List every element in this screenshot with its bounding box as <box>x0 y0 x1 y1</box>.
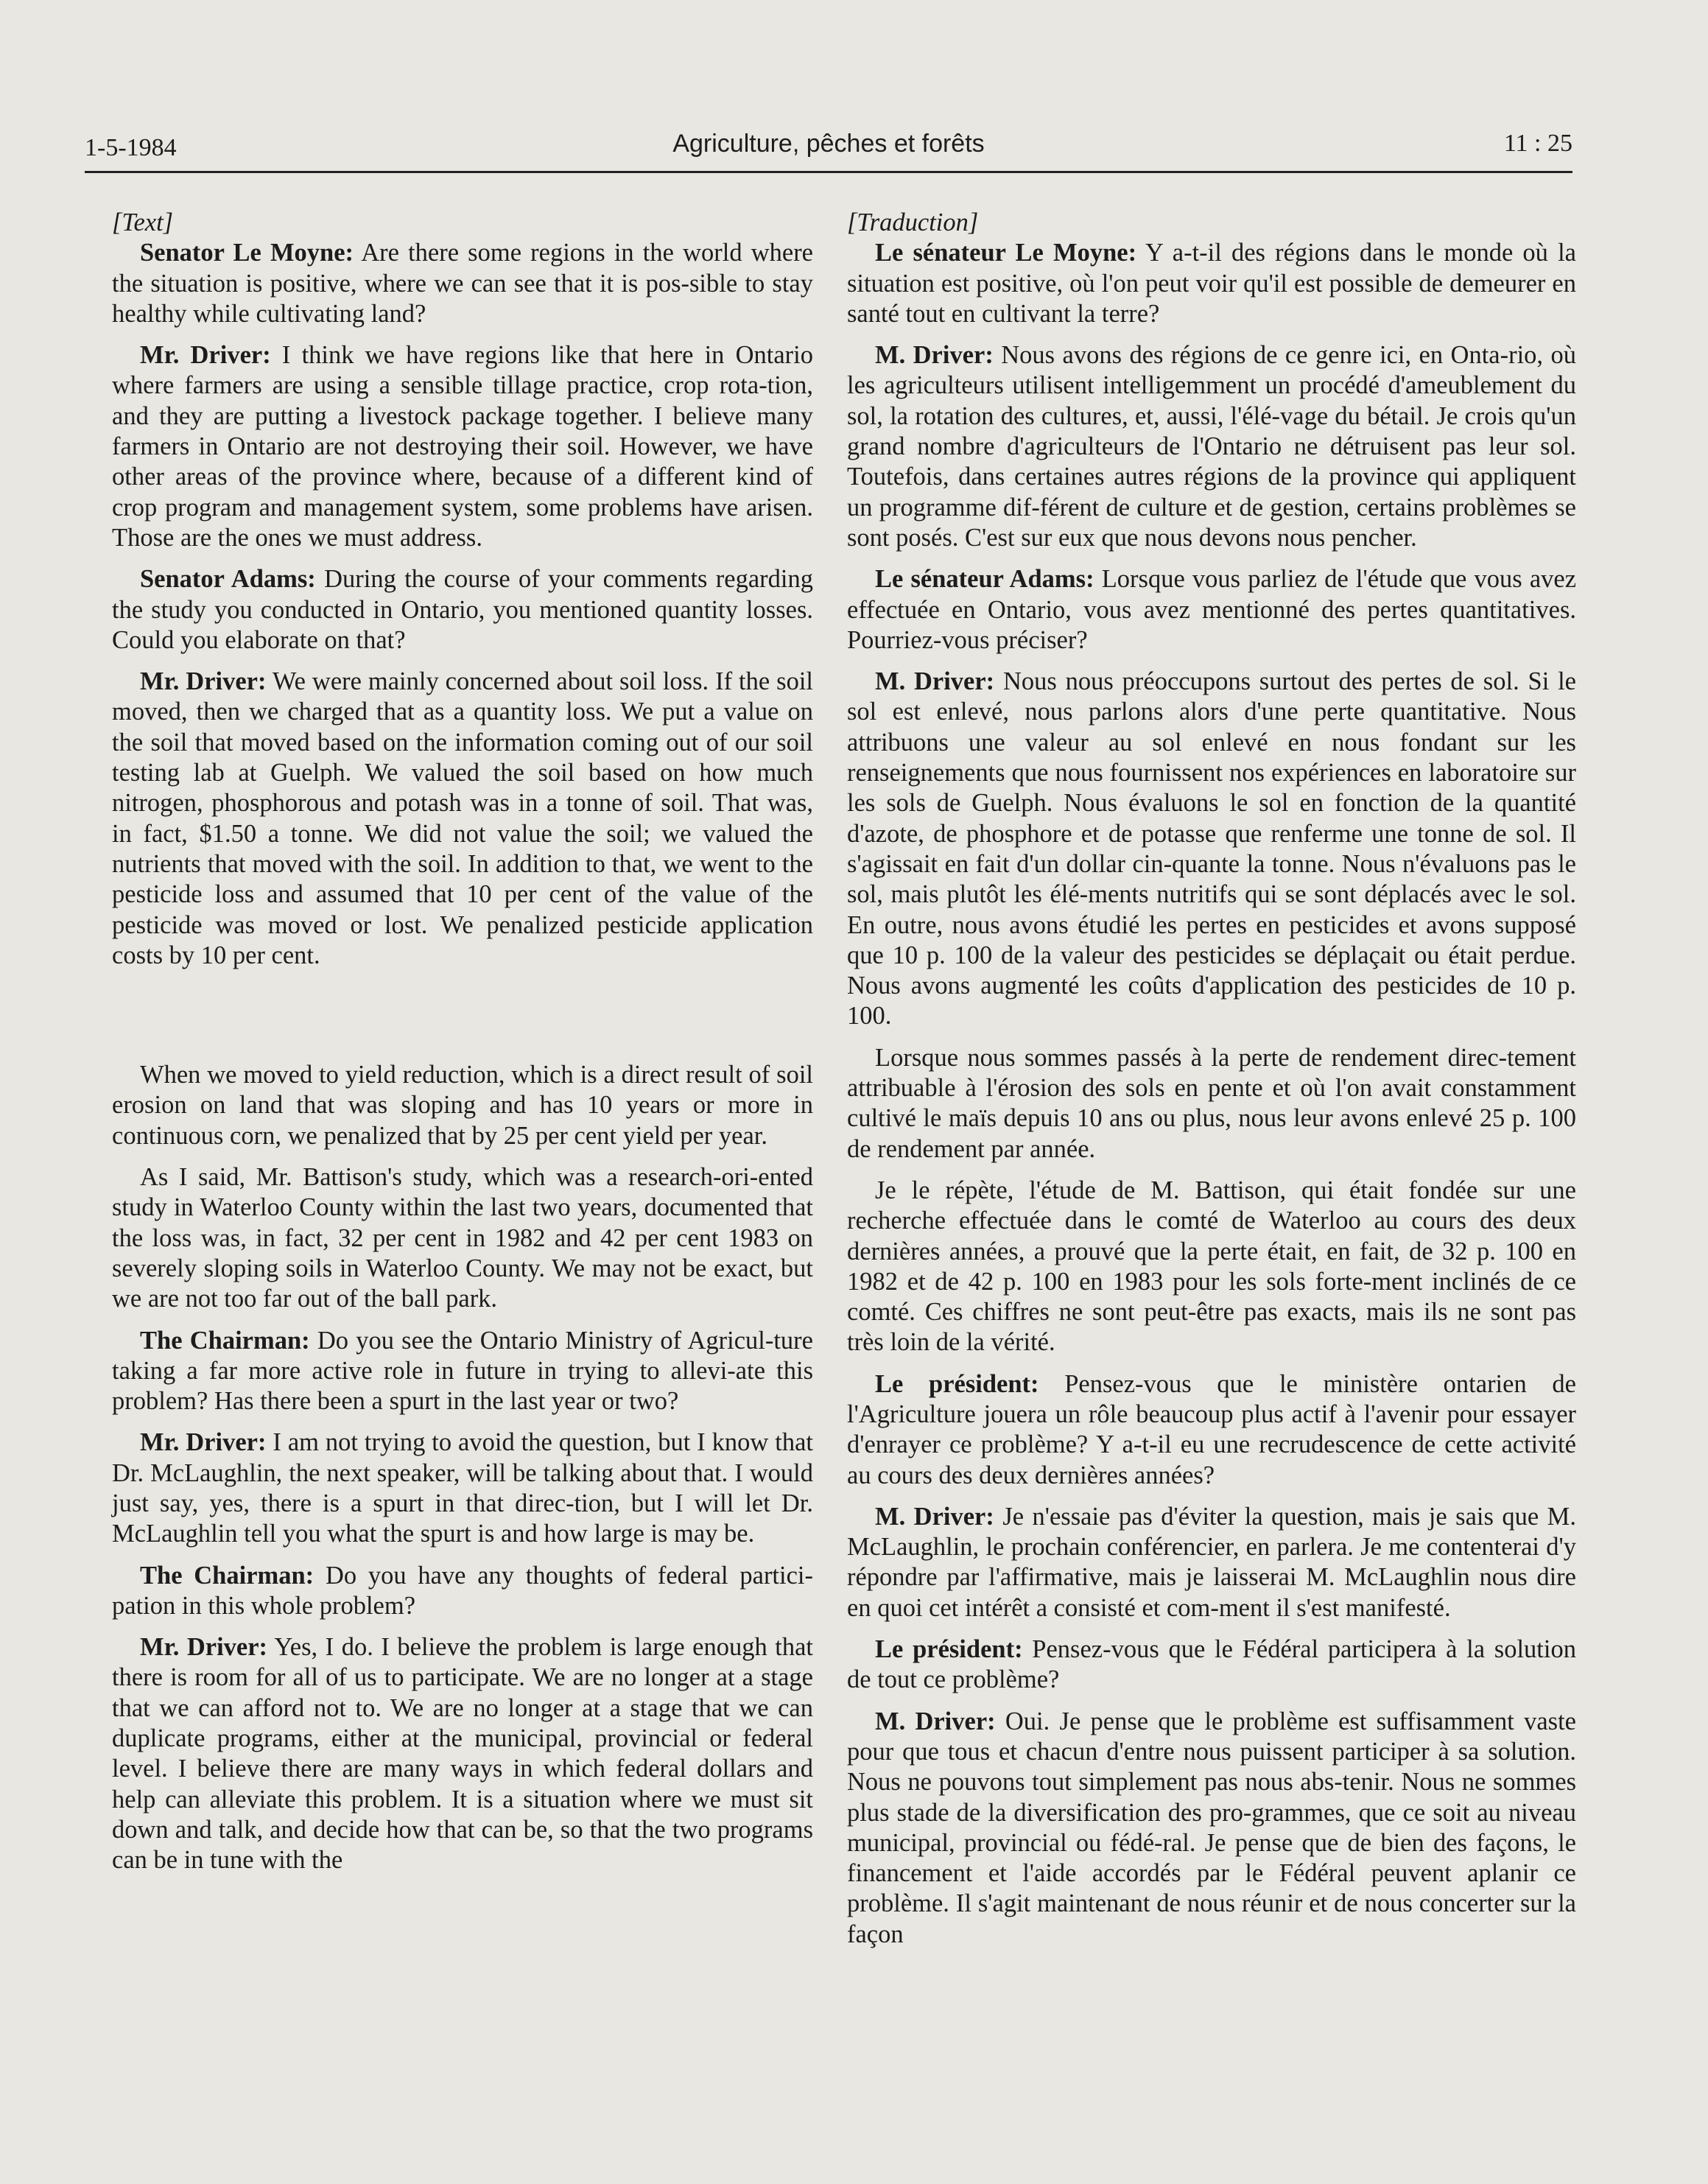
column-gap <box>112 982 813 1060</box>
header-title: Agriculture, pêches et forêts <box>672 130 985 158</box>
header-date: 1-5-1984 <box>85 134 177 161</box>
paragraph <box>847 1502 1576 1623</box>
paragraph-text: Lorsque vous parliez de l'étude que vous avez effectuée en Ontario, vous avez mentionné des pertes quantitatives. Pourriez-vous préciser? <box>847 565 1577 654</box>
speaker-name: M. Driver: <box>875 341 994 370</box>
speaker-name: Mr. Driver: <box>140 1633 268 1662</box>
header-rule <box>85 171 1572 173</box>
speaker-name: Senator Adams: <box>140 565 316 594</box>
speaker-name: Mr. Driver: <box>140 1428 267 1457</box>
paragraph-text: Je n'essaie pas d'éviter la question, mais je sais que M. McLaughlin, le prochain conférencier, en parlera. Je me contenterai d'y répondre par l'affirmative, mais je laisserai M. McLaughlin nous dire en quoi cet intérêt a consisté et com-ment il s'est manifesté. <box>847 1502 1576 1622</box>
paragraph <box>847 340 1576 553</box>
paragraph <box>847 1369 1576 1491</box>
paragraph-text: Pensez-vous que le ministère ontarien de l'Agriculture jouera un rôle beaucoup plus actif à l'avenir pour essayer d'enrayer ce problème? Y a-t-il eu une recrudescence de cette activité au cours des deux dernières années? <box>847 1369 1576 1489</box>
speaker-name: M. Driver: <box>875 1707 996 1735</box>
paragraph <box>847 1176 1576 1358</box>
paragraph-text: Yes, I do. I believe the problem is large enough that there is room for all of us to participate. We are no longer at a stage that we can afford not to. We are no longer at a stage that we can duplicate programs, either at the municipal, provincial or federal level. I believe there are many ways in which federal dollars and help can alleviate this problem. It is a situation where we must sit down and talk, and decide how that can be, so that the two programs can be in tune with the <box>112 1633 814 1875</box>
paragraph <box>112 238 813 329</box>
speaker-name: Mr. Driver: <box>140 667 267 696</box>
paragraph <box>112 1632 813 1875</box>
paragraph-text: Nous avons des régions de ce genre ici, en Onta-rio, où les agriculteurs utilisent intelligemment un procédé d'ameublement du sol, la rotation des cultures, et, aussi, l'élé-vage du bétail. Je crois qu'un grand nombre d'agriculteurs de l'Ontario ne détruisent pas leur sol. Toutefois, dans certaines autres régions de la province qui appliquent un programme dif-férent de culture et de gestion, certains problèmes se sont posés. C'est sur eux que nous devons nous pencher. <box>847 341 1576 552</box>
paragraph-text: Je le répète, l'étude de M. Battison, qui était fondée sur une recherche effectuée dans le comté de Waterloo au cours des deux dernières années, a prouvé que la perte était, en fait, de 32 p. 100 en 1982 et de 42 p. 100 en 1983 pour les sols forte-ment inclinés de ce comté. Ces chiffres ne sont peut-être pas exacts, mais ils ne sont pas très loin de la vérité. <box>847 1176 1576 1357</box>
paragraph-text: Do you have any thoughts of federal partici-pation in this whole problem? <box>112 1561 813 1620</box>
paragraph <box>847 1707 1576 1950</box>
english-label: [Text] <box>112 208 174 236</box>
paragraph <box>112 564 813 656</box>
paragraph-text: Lorsque nous sommes passés à la perte de rendement direc-tement attribuable à l'érosion des sols en pente et où l'on avait constamment cultivé le maïs depuis 10 ans ou plus, nous leur avons enlevé 25 p. 100 de rendement par année. <box>847 1043 1576 1163</box>
page-header <box>85 130 1572 168</box>
paragraph <box>847 667 1576 1032</box>
paragraph-text: As I said, Mr. Battison's study, which was a research-ori-ented study in Waterloo County within the last two years, documented that the loss was, in fact, 32 per cent in 1982 and 42 per cent 1983 on severely sloping soils in Waterloo County. We may not be exact, but we are not too far out of the ball park. <box>112 1163 813 1313</box>
speaker-name: M. Driver: <box>875 1502 994 1531</box>
paragraph <box>847 564 1576 656</box>
speaker-name: The Chairman: <box>140 1561 314 1590</box>
paragraph <box>112 1060 813 1151</box>
speaker-name: The Chairman: <box>140 1326 310 1355</box>
french-column <box>847 208 1576 1961</box>
paragraph-text: I think we have regions like that here in Ontario where farmers are using a sensible tillage practice, crop rota-tion, and they are putting a livestock package together. I believe many farmers in Ontario are not destroying their soil. However, we have other areas of the province where, because of a different kind of crop program and management system, some problems have arisen. Those are the ones we must address. <box>112 341 813 552</box>
paragraph <box>112 1428 813 1549</box>
paragraph-text: Oui. Je pense que le problème est suffisamment vaste pour que tous et chacun d'entre nous puissent participer à sa solution. Nous ne pouvons tout simplement pas nous abs-tenir. Nous ne sommes plus stade de la diversification des pro-grammes, que ce soit au niveau municipal, provincial ou fédé-ral. Je pense que de bien des façons, le financement et l'aide accordés par le Fédéral peuvent aplanir ce problème. Il s'agit maintenant de nous réunir et de nous concerter sur la façon <box>847 1707 1576 1948</box>
paragraph <box>847 1635 1576 1696</box>
paragraph <box>847 238 1576 329</box>
paragraph-text: Do you see the Ontario Ministry of Agricul-ture taking a far more active role in future in trying to allevi-ate this problem? Has there been a spurt in the last year or two? <box>112 1326 813 1416</box>
speaker-name: Senator Le Moyne: <box>140 239 354 267</box>
paragraph-text: I am not trying to avoid the question, but I know that Dr. McLaughlin, the next speaker, will be talking about that. I would just say, yes, there is a spurt in that direc-tion, but I will let Dr. McLaughlin tell you what the spurt is and how large is may be. <box>112 1428 813 1548</box>
paragraph <box>847 1043 1576 1165</box>
paragraph-text: Are there some regions in the world where the situation is positive, where we can see that it is pos-sible to stay healthy while cultivating land? <box>112 239 813 328</box>
paragraph <box>112 667 813 971</box>
english-column <box>112 208 813 1887</box>
paragraph-text: Y a-t-il des régions dans le monde où la situation est positive, où l'on peut voir qu'il est possible de demeurer en santé tout en cultivant la terre? <box>847 239 1576 328</box>
paragraph-text: During the course of your comments regarding the study you conducted in Ontario, you mentioned quantity losses. Could you elaborate on that? <box>112 565 813 654</box>
paragraph-text: We were mainly concerned about soil loss. If the soil moved, then we charged that as a quantity loss. We put a value on the soil that moved based on the information coming out of our soil testing lab at Guelph. We valued the soil based on how much nitrogen, phosphorous and potash was in a tonne of soil. That was, in fact, $1.50 a tonne. We did not value the soil; we valued the nutrients that moved with the soil. In addition to that, we went to the pesticide loss and assumed that 10 per cent of the value of the pesticide was moved or lost. We penalized pesticide application costs by 10 per cent. <box>112 667 813 969</box>
speaker-name: Le sénateur Adams: <box>875 565 1094 594</box>
speaker-name: Mr. Driver: <box>140 341 271 370</box>
paragraph-text: When we moved to yield reduction, which is a direct result of soil erosion on land that was sloping and has 10 years or more in continuous corn, we penalized that by 25 per cent yield per year. <box>112 1061 813 1150</box>
paragraph-text: Pensez-vous que le Fédéral participera à la solution de tout ce problème? <box>847 1635 1576 1694</box>
speaker-name: Le président: <box>875 1635 1023 1664</box>
speaker-name: Le sénateur Le Moyne: <box>875 239 1137 267</box>
speaker-name: M. Driver: <box>875 667 995 696</box>
speaker-name: Le président: <box>875 1369 1039 1398</box>
french-label: [Traduction] <box>847 208 979 236</box>
header-page-number: 11 : 25 <box>1503 130 1572 157</box>
paragraph <box>112 1326 813 1417</box>
paragraph-text: Nous nous préoccupons surtout des pertes de sol. Si le sol est enlevé, nous parlons alors d'une perte quantitative. Nous attribuons une valeur au sol enlevé en nous fondant sur les renseignements que nous fournissent nos expériences en laboratoire sur les sols de Guelph. Nous évaluons le sol en fonction de la quantité d'azote, de phosphore et de potasse que renferme une tonne de sol. Il s'agissait en fait d'un dollar cin-quante la tonne. Nous n'évaluons pas le sol, mais plutôt les élé-ments nutritifs qui se sont déplacés avec le sol. En outre, nous avons étudié les pertes en pesticides et avons supposé que 10 p. 100 de la valeur des pesticides se déplaçait ou était perdue. Nous avons augmenté les coûts d'application des pesticides de 10 p. 100. <box>847 667 1576 1030</box>
paragraph <box>112 1561 813 1622</box>
paragraph <box>112 1162 813 1314</box>
paragraph <box>112 340 813 553</box>
